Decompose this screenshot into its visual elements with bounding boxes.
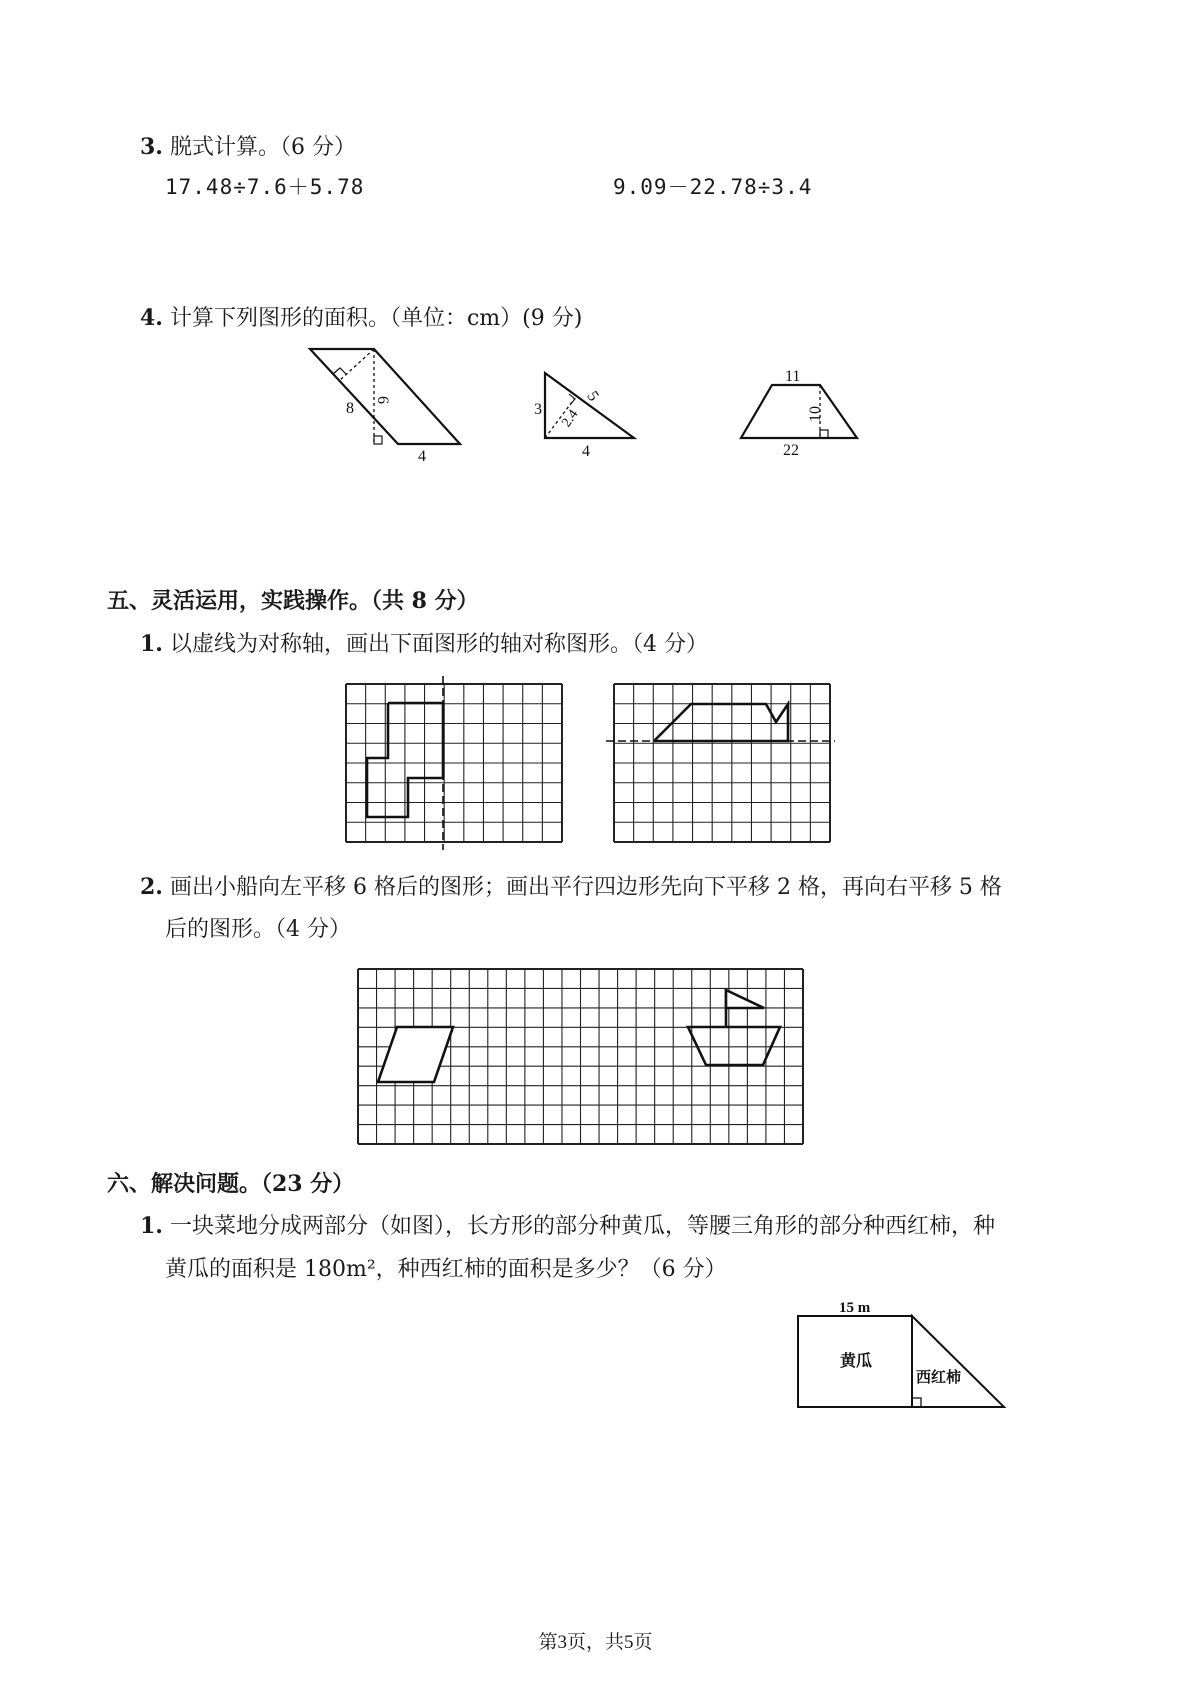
sec6-q1-number: 1. [140,1213,163,1239]
trapezoid-figure [741,368,857,459]
sec5-q2-number: 2. [140,874,163,900]
trapezoid-height-label: 10 [807,406,824,422]
q4-number: 4. [140,305,163,331]
triangle-hypotenuse-label: 5 [583,388,602,405]
plot-width-label: 15 m [839,1300,871,1316]
triangle-base-label: 4 [582,443,590,460]
sec5-q2-line1 [140,870,1002,901]
vegetable-plot-diagram [798,1300,1004,1407]
q3-number: 3. [140,134,163,160]
sec5-q1-text: 以虚线为对称轴，画出下面图形的轴对称图形。（4 分） [169,632,708,657]
parallelogram-shape [378,1027,453,1082]
sec5-q2-text-2: 后的图形。（4 分） [165,917,351,942]
parallelogram-figure [310,349,460,465]
trapezoid-top-label: 11 [785,368,801,385]
parallelogram-side-label: 8 [346,400,354,417]
page-footer: 第3页，共5页 [538,1632,653,1653]
q3-title: 脱式计算。（6 分） [169,135,356,160]
section-6-title: 六、解决问题。（23 分） [107,1171,355,1197]
q4-title: 计算下列图形的面积。（单位：cm）(9 分) [169,306,583,331]
q3-expression-2: 9.09－22.78÷3.4 [613,175,813,199]
q3-expression-1: 17.48÷7.6＋5.78 [165,175,365,199]
cucumber-label: 黄瓜 [840,1351,873,1370]
symmetry-grid-right[interactable] [614,684,830,842]
sec6-q1-text-2: 黄瓜的面积是 180m²，种西红柿的面积是多少？（6 分） [165,1257,727,1282]
triangle-leg-label: 3 [534,401,542,418]
parallelogram-height-label: 6 [374,396,391,404]
section-5-title: 五、灵活运用，实践操作。（共 8 分） [107,588,479,614]
trapezoid-bottom-label: 22 [783,442,799,459]
sec6-q1-line1 [140,1209,995,1240]
parallelogram-base-label: 4 [418,448,426,465]
triangle-figure [534,373,634,460]
sec6-q1-text-1: 一块菜地分成两部分（如图），长方形的部分种黄瓜，等腰三角形的部分种西红柿，种 [169,1214,995,1239]
tomato-label: 西红柿 [916,1368,962,1386]
sec5-q2-text-1: 画出小船向左平移 6 格后的图形；画出平行四边形先向下平移 2 格，再向右平移 5 格 [169,875,1002,900]
sec5-q1 [140,627,708,658]
symmetry-shape-right [654,704,788,741]
triangle-height-label: 2.4 [559,407,582,431]
sec5-q1-number: 1. [140,631,163,657]
